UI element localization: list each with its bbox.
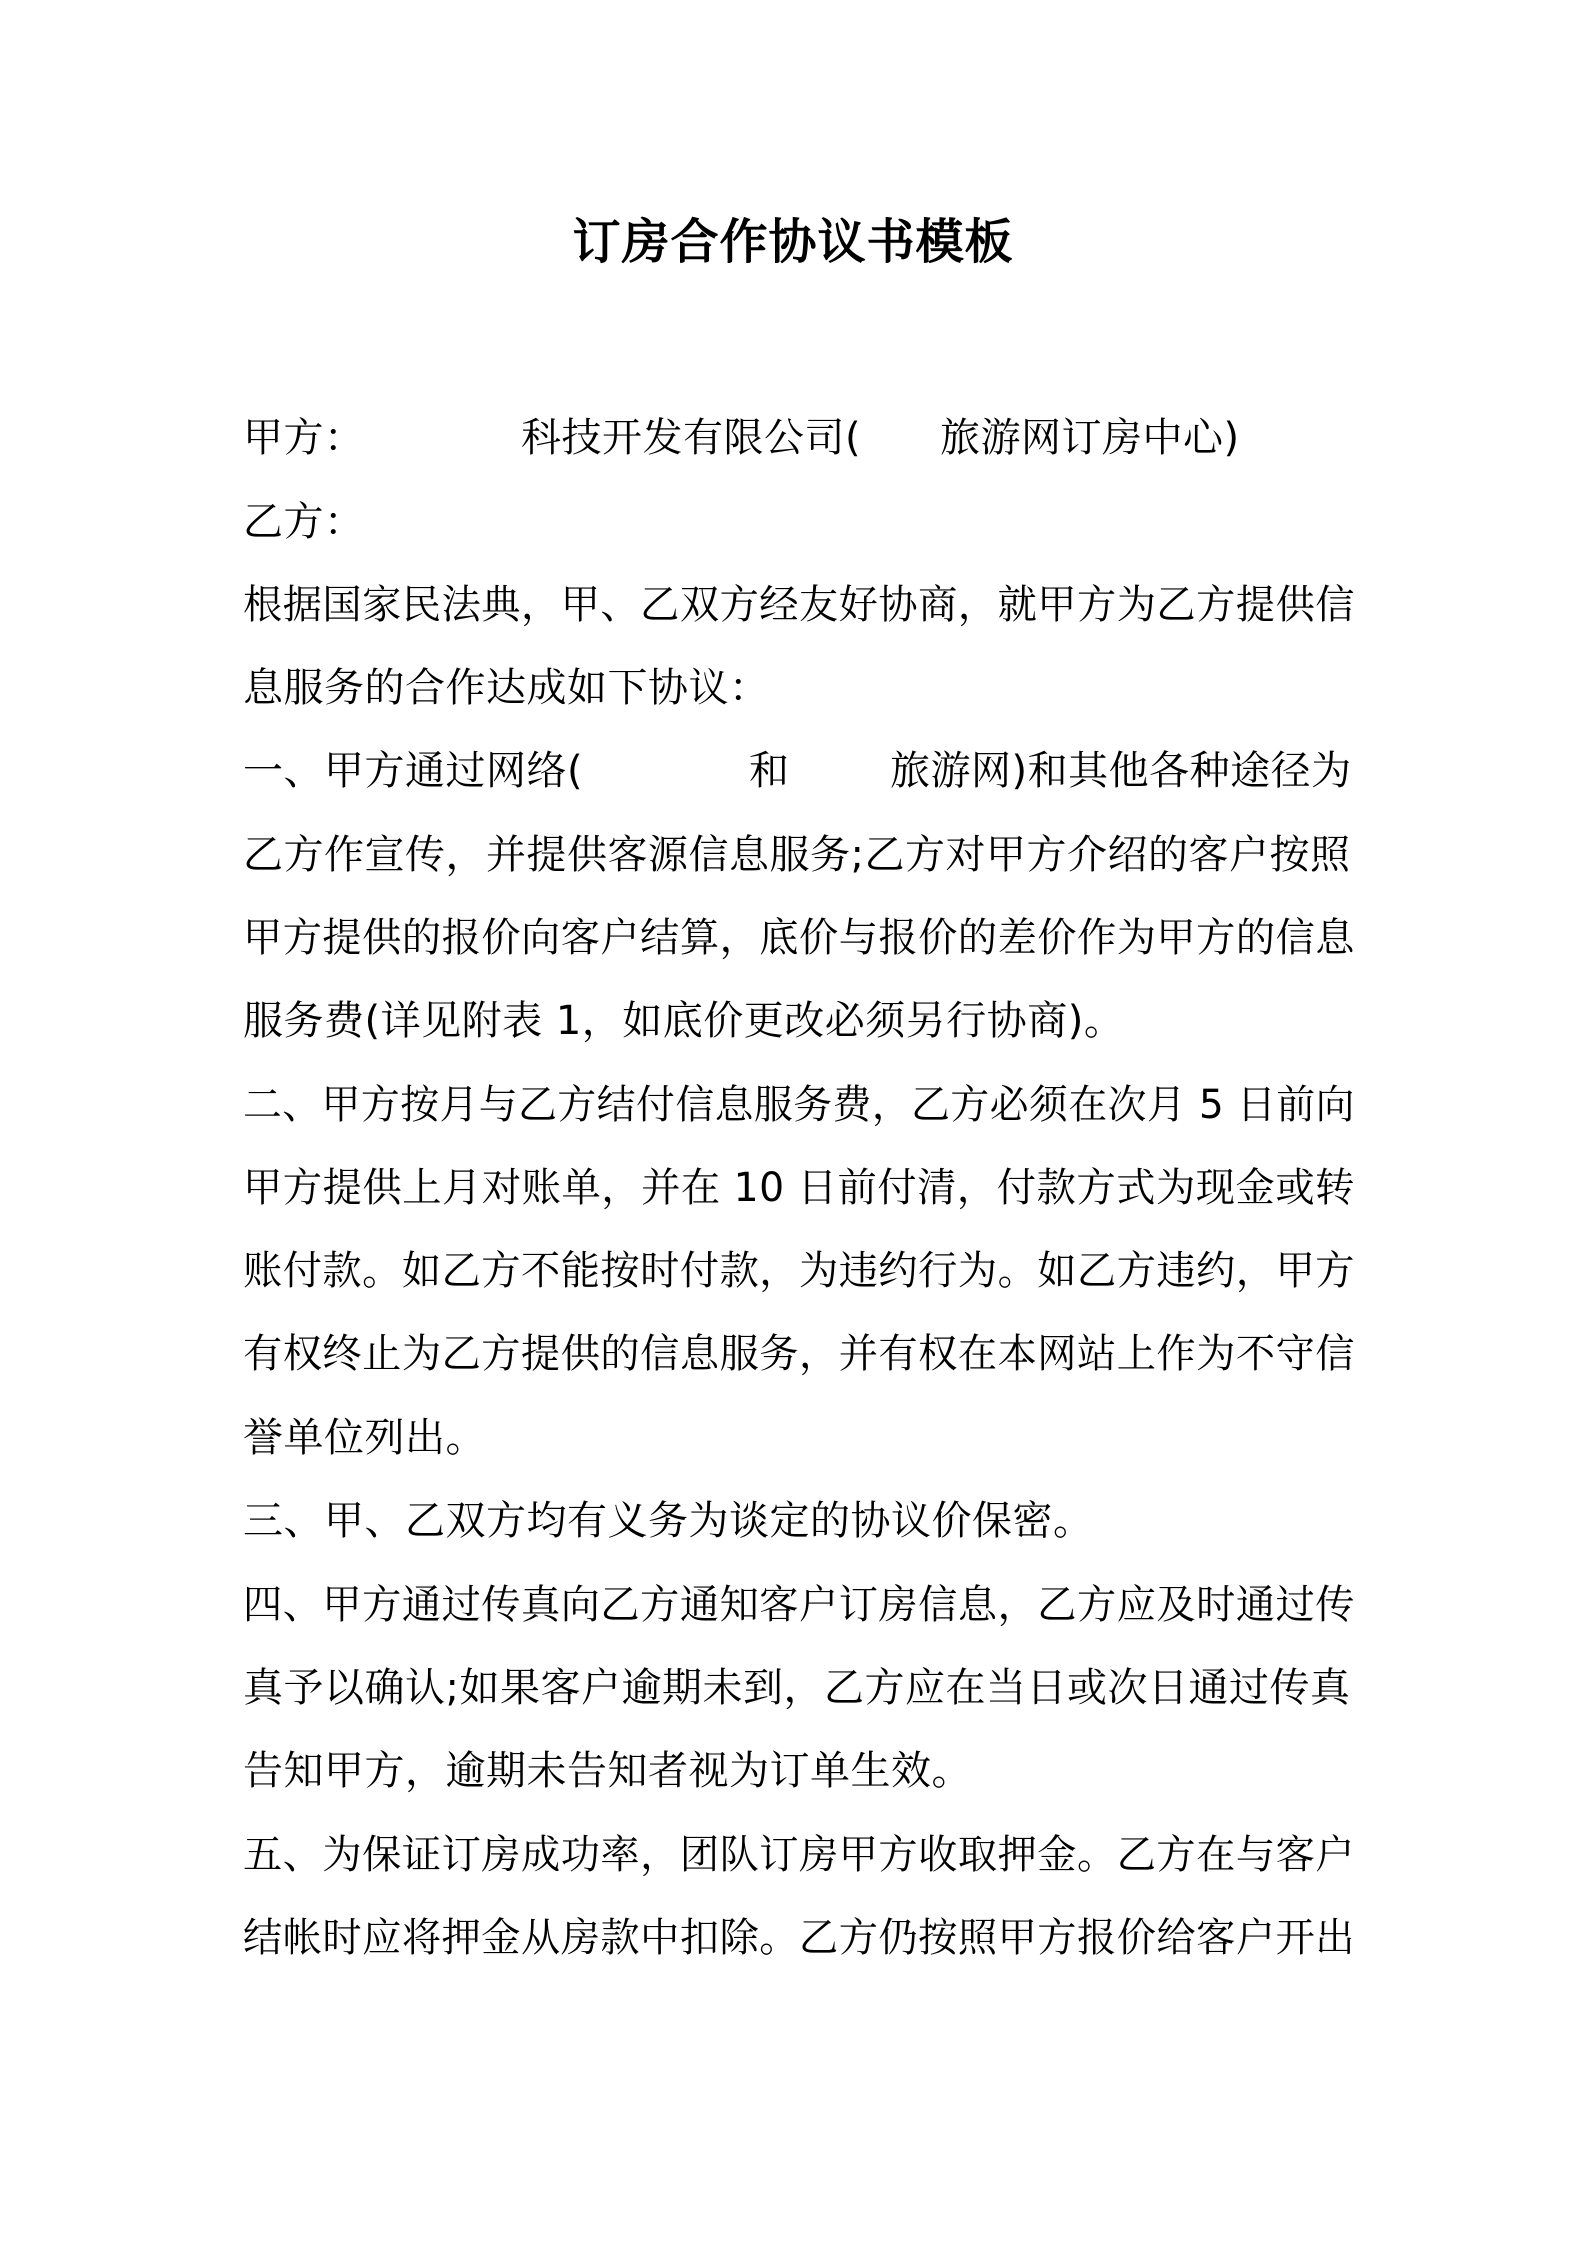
clause2-line-1 — [243, 1080, 1389, 1130]
clause4-text-2: 真予以确认;如果客户逾期未到，乙方应在当日或次日通过传真 — [243, 1665, 1351, 1711]
clause1-text-2: 乙方作宣传，并提供客源信息服务;乙方对甲方介绍的客户按照 — [243, 832, 1351, 878]
clause2-line-2 — [243, 1163, 1374, 1213]
clause2-text-5: 誉单位列出。 — [243, 1415, 486, 1461]
clause5-line-1 — [243, 1830, 1377, 1880]
party-a-line — [243, 413, 1355, 463]
party-a-label: 甲方： — [243, 415, 365, 461]
clause2-text-2: 甲方提供上月对账单，并在 10 日前付清，付款方式为现金或转 — [243, 1165, 1355, 1211]
intro-line-2 — [243, 663, 770, 713]
clause4-line-3 — [243, 1746, 972, 1796]
clause2-text-3: 账付款。如乙方不能按时付款，为违约行为。如乙方违约，甲方 — [243, 1248, 1356, 1294]
clause1-line-4 — [243, 996, 1124, 1046]
clause2-text-4: 有权终止为乙方提供的信息服务，并有权在本网站上作为不守信 — [243, 1331, 1356, 1377]
clause1-line-3 — [243, 913, 1377, 963]
party-a-center: 旅游网订房中心) — [940, 415, 1240, 461]
clause2-text-1: 二、甲方按月与乙方结付信息服务费，乙方必须在次月 5 日前向 — [243, 1082, 1355, 1128]
clause1-line-1 — [243, 746, 1355, 796]
clause5-text-1: 五、为保证订房成功率，团队订房甲方收取押金。乙方在与客户 — [243, 1832, 1356, 1878]
party-b-line — [243, 497, 365, 547]
clause2-line-5 — [243, 1413, 486, 1463]
clause4-line-1 — [243, 1580, 1377, 1630]
party-b-label: 乙方： — [243, 499, 365, 545]
clause5-text-2: 结帐时应将押金从房款中扣除。乙方仍按照甲方报价给客户开出 — [243, 1915, 1356, 1961]
clause2-line-3 — [243, 1246, 1377, 1296]
intro-text-1: 根据国家民法典，甲、乙双方经友好协商，就甲方为乙方提供信 — [243, 582, 1356, 628]
clause1-text-3: 甲方提供的报价向客户结算，底价与报价的差价作为甲方的信息 — [243, 915, 1356, 961]
intro-text-2: 息服务的合作达成如下协议： — [243, 665, 770, 711]
clause4-line-2 — [243, 1663, 1350, 1713]
clause4-text-3: 告知甲方，逾期未告知者视为订单生效。 — [243, 1748, 972, 1794]
clause3-text-1: 三、甲、乙双方均有义务为谈定的协议价保密。 — [243, 1498, 1094, 1544]
clause3-line-1 — [243, 1496, 1094, 1546]
document-title: 订房合作协议书模板 — [572, 214, 1014, 270]
clause4-text-1: 四、甲方通过传真向乙方通知客户订房信息，乙方应及时通过传 — [243, 1582, 1356, 1628]
clause1-text-4: 服务费(详见附表 1，如底价更改必须另行协商)。 — [243, 998, 1125, 1044]
clause1-part1: 一、甲方通过网络( — [243, 748, 584, 794]
clause1-line-2 — [243, 830, 1350, 880]
clause2-line-4 — [243, 1329, 1377, 1379]
clause1-part3: 旅游网)和其他各种途径为 — [890, 748, 1352, 794]
clause1-part2: 和 — [749, 748, 790, 794]
clause5-line-2 — [243, 1913, 1377, 1963]
intro-line-1 — [243, 580, 1355, 630]
party-a-company: 科技开发有限公司( — [521, 415, 862, 461]
